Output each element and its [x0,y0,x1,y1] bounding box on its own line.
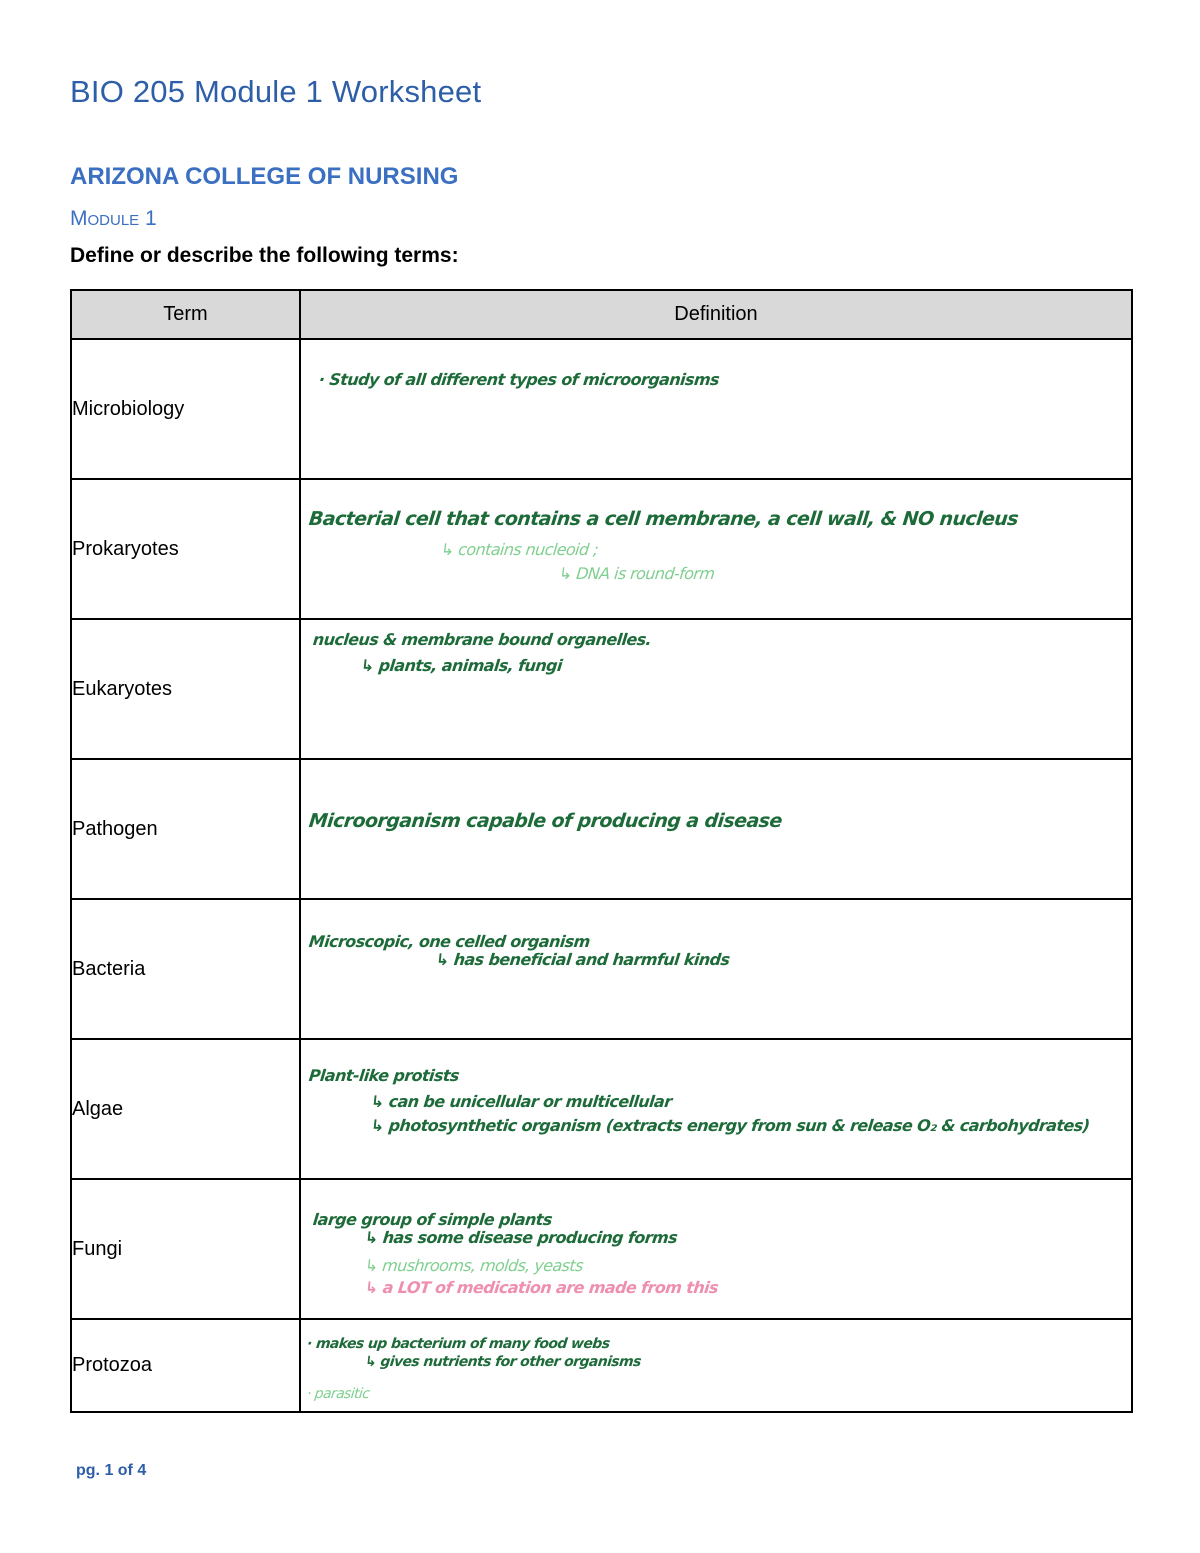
definition-cell[interactable] [300,339,1132,479]
handwritten-note: ↳ a LOT of medication are made from this [364,1278,719,1297]
table-row [71,339,1132,479]
instructions: Define or describe the following terms: [70,244,459,267]
definition-cell[interactable] [300,899,1132,1039]
handwritten-note: ↳ mushrooms, molds, yeasts [364,1256,584,1275]
handwritten-note: Microorganism capable of producing a disease [307,810,783,832]
org-heading: ARIZONA COLLEGE OF NURSING [70,163,459,190]
term-cell: Eukaryotes [71,619,300,759]
table-row [71,479,1132,619]
table-row [71,1179,1132,1319]
definition-cell[interactable] [300,619,1132,759]
handwritten-note: · parasitic [306,1386,371,1402]
definition-cell[interactable] [300,1039,1132,1179]
handwritten-note: large group of simple plants [312,1210,553,1229]
definition-cell[interactable] [300,1319,1132,1412]
handwritten-note: · makes up bacterium of many food webs [306,1336,611,1352]
term-cell: Algae [71,1039,300,1179]
handwritten-note: ↳ photosynthetic organism (extracts energy from sun & release O₂ & carbohydrates) [370,1116,1091,1135]
handwritten-note: ↳ plants, animals, fungi [360,656,563,675]
table-row [71,619,1132,759]
handwritten-note: ↳ has beneficial and harmful kinds [435,950,731,969]
terms-table [70,289,1133,1413]
term-cell: Prokaryotes [71,479,300,619]
table-row [71,1039,1132,1179]
definition-cell[interactable] [300,1179,1132,1319]
table-row [71,759,1132,899]
definition-cell[interactable] [300,759,1132,899]
handwritten-note: · Study of all different types of microorganisms [318,370,721,389]
term-cell: Fungi [71,1179,300,1319]
handwritten-note: Plant-like protists [308,1066,460,1085]
definition-header: Definition [300,290,1132,339]
table-row [71,899,1132,1039]
document-title: BIO 205 Module 1 Worksheet [70,74,482,109]
handwritten-note: ↳ has some disease producing forms [364,1228,679,1247]
term-header: Term [71,290,300,339]
handwritten-note: nucleus & membrane bound organelles. [312,630,653,649]
term-cell: Microbiology [71,339,300,479]
handwritten-note: ↳ contains nucleoid ; [440,540,599,559]
term-cell: Bacteria [71,899,300,1039]
handwritten-note: Bacterial cell that contains a cell membrane, a cell wall, & NO nucleus [307,508,1020,530]
table-row [71,1319,1132,1412]
page-number: pg. 1 of 4 [76,1462,147,1479]
term-cell: Pathogen [71,759,300,899]
handwritten-note: ↳ can be unicellular or multicellular [370,1092,673,1111]
term-cell: Protozoa [71,1319,300,1412]
table-header-row [71,290,1132,339]
module-heading: Module 1 [70,207,157,230]
definition-cell[interactable] [300,479,1132,619]
handwritten-note: ↳ gives nutrients for other organisms [364,1354,642,1370]
handwritten-note: ↳ DNA is round-form [558,564,716,583]
handwritten-note: Microscopic, one celled organism [308,932,591,951]
